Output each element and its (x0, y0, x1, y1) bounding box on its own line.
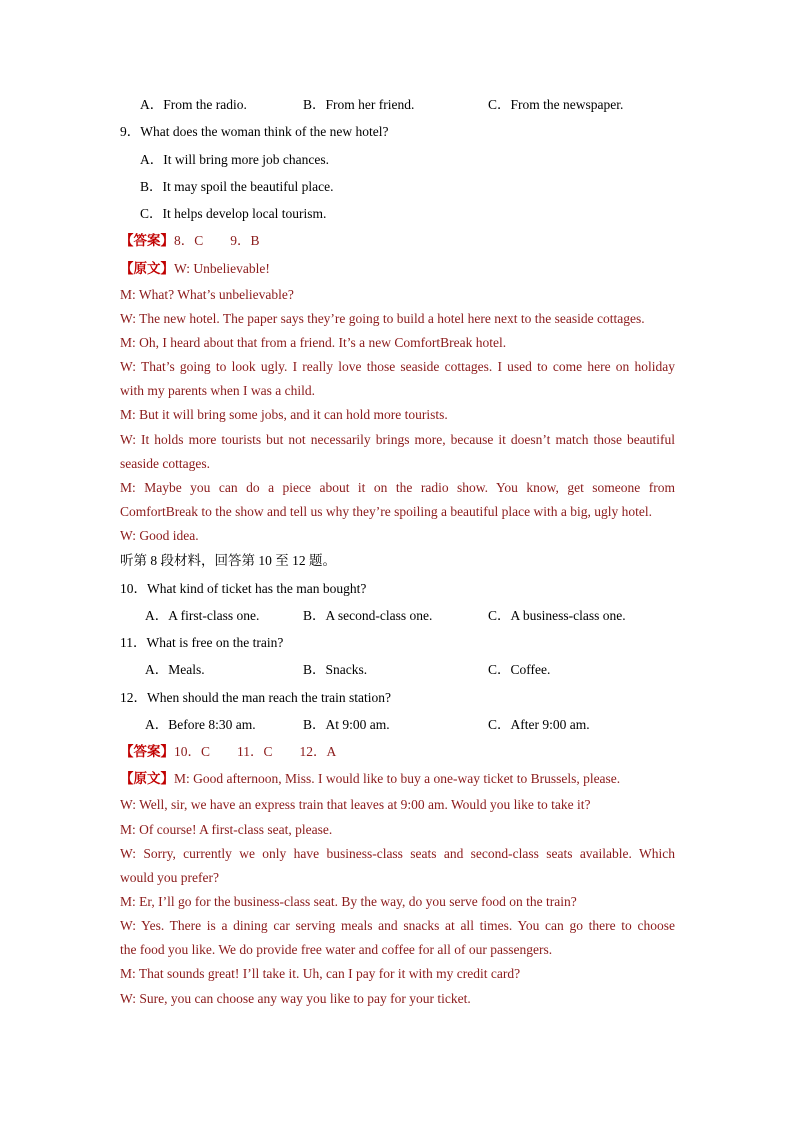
q9-option-b: B．It may spoil the beautiful place. (140, 179, 334, 194)
q12-option-c: C．After 9:00 am. (488, 717, 590, 732)
q8-option-b: B．From her friend. (303, 97, 415, 112)
transcript-line: seaside cottages. (120, 456, 210, 471)
q11-option-c: C．Coffee. (488, 662, 551, 677)
q9-option-c: C．It helps develop local tourism. (140, 206, 327, 221)
answer-line-2 (120, 743, 336, 761)
q8-option-c: C．From the newspaper. (488, 97, 624, 112)
answer-tag: 【答案】 (120, 744, 174, 759)
answer-text: 8．C 9．B (174, 233, 260, 248)
answer-line-1 (120, 232, 260, 250)
q12-question: 12．When should the man reach the train station? (120, 690, 392, 705)
q10-option-a: A．A first-class one. (145, 608, 260, 623)
transcript-line: M: Maybe you can do a piece about it on the radio show. You know, get someone from (120, 480, 675, 495)
transcript-line: W: The new hotel. The paper says they’re going to build a hotel here next to the seaside cottages. (120, 311, 645, 326)
transcript-line: ComfortBreak to the show and tell us why they’re spoiling a beautiful place with a big, ugly hotel. (120, 504, 653, 519)
transcript-line: M: Of course! A first-class seat, please. (120, 822, 333, 837)
q9-question: 9．What does the woman think of the new hotel? (120, 124, 389, 139)
transcript-line: W: Well, sir, we have an express train that leaves at 9:00 am. Would you like to take it? (120, 797, 591, 812)
transcript-line: the food you like. We do provide free water and coffee for all of our passengers. (120, 942, 553, 957)
q9-option-a: A．It will bring more job chances. (140, 152, 329, 167)
transcript-text: M: Good afternoon, Miss. I would like to buy a one-way ticket to Brussels, please. (174, 771, 621, 786)
transcript-line: with my parents when I was a child. (120, 383, 315, 398)
answer-tag: 【答案】 (120, 233, 174, 248)
transcript-line: M: That sounds great! I’ll take it. Uh, can I pay for it with my credit card? (120, 966, 521, 981)
transcript-line (120, 770, 620, 788)
q11-question: 11．What is free on the train? (120, 635, 284, 650)
q11-option-b: B．Snacks. (303, 662, 368, 677)
section-heading: 听第 8 段材料，回答第 10 至 12 题。 (120, 553, 336, 568)
transcript-line: W: Good idea. (120, 528, 199, 543)
q10-option-b: B．A second-class one. (303, 608, 433, 623)
transcript-line: W: Yes. There is a dining car serving meals and snacks at all times. You can go there to choose (120, 918, 675, 933)
q11-option-a: A．Meals. (145, 662, 205, 677)
transcript-tag: 【原文】 (120, 771, 174, 786)
q12-option-b: B．At 9:00 am. (303, 717, 390, 732)
transcript-line: W: It holds more tourists but not necessarily brings more, because it doesn’t match those beautiful (120, 432, 675, 447)
transcript-line: M: But it will bring some jobs, and it can hold more tourists. (120, 407, 448, 422)
q8-option-a: A．From the radio. (140, 97, 247, 112)
q12-option-a: A．Before 8:30 am. (145, 717, 256, 732)
transcript-line: M: Oh, I heard about that from a friend. It’s a new ComfortBreak hotel. (120, 335, 507, 350)
q10-option-c: C．A business-class one. (488, 608, 626, 623)
transcript-line: would you prefer? (120, 870, 219, 885)
transcript-tag: 【原文】 (120, 261, 174, 276)
transcript-text: W: Unbelievable! (174, 261, 270, 276)
transcript-line (120, 260, 270, 278)
q10-question: 10．What kind of ticket has the man bought? (120, 581, 367, 596)
answer-text: 10．C 11．C 12．A (174, 744, 337, 759)
transcript-line: W: That’s going to look ugly. I really love those seaside cottages. I used to come here on holiday (120, 359, 675, 374)
transcript-line: W: Sure, you can choose any way you like to pay for your ticket. (120, 991, 471, 1006)
transcript-line: W: Sorry, currently we only have business-class seats and second-class seats available. Which (120, 846, 675, 861)
transcript-line: M: What? What’s unbelievable? (120, 287, 294, 302)
transcript-line: M: Er, I’ll go for the business-class seat. By the way, do you serve food on the train? (120, 894, 577, 909)
